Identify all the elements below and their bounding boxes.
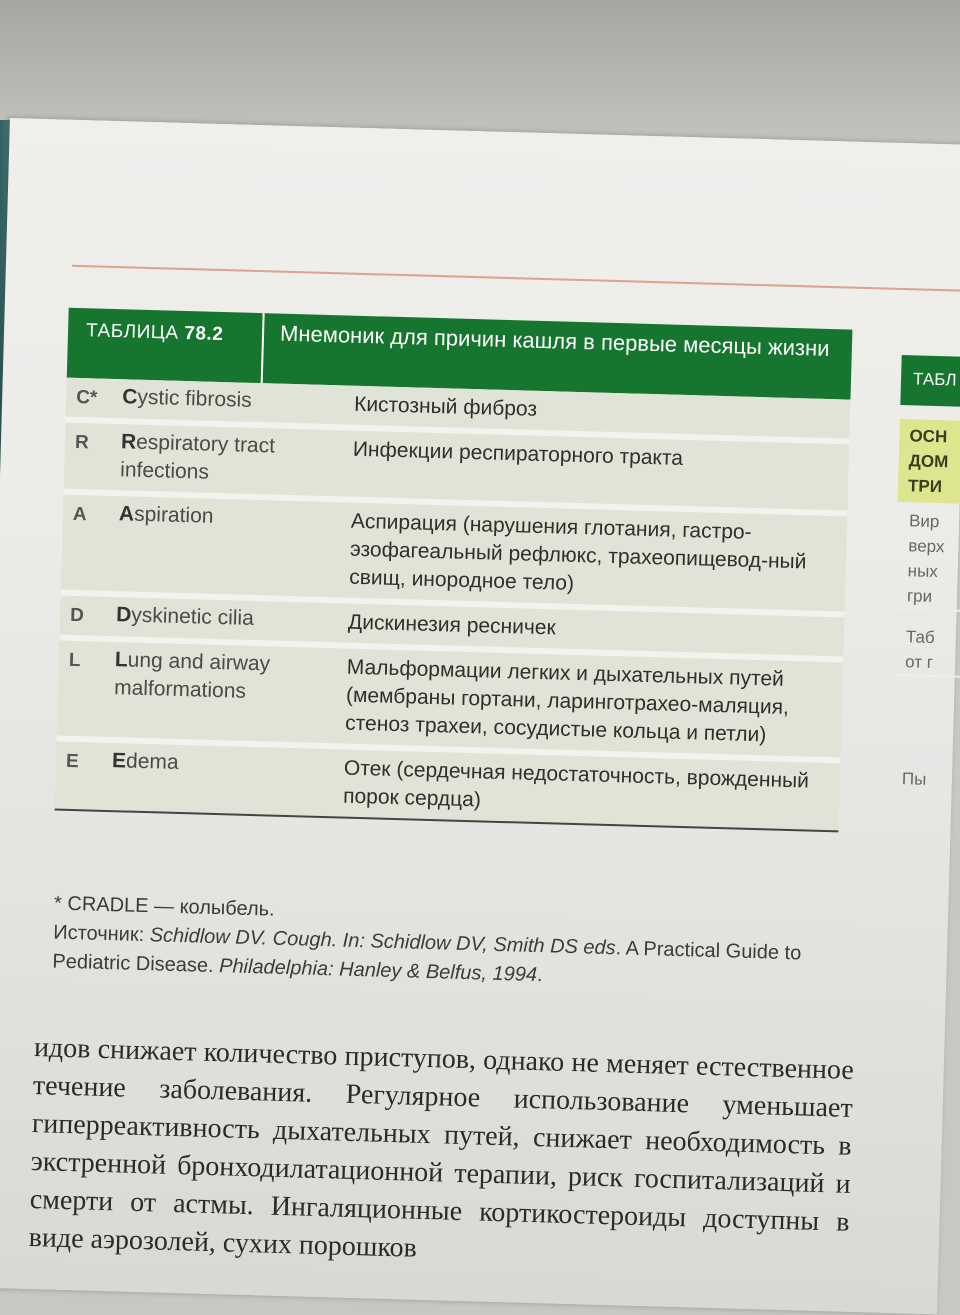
row-russian-term: Отек (сердечная недостаточность, врожденный порок сердца) xyxy=(342,756,810,812)
page-header-rule xyxy=(72,265,960,292)
side-table-partial xyxy=(890,355,960,793)
side-table-cell: Вир верх ных гри xyxy=(895,502,960,612)
book-page xyxy=(0,118,960,1314)
row-letter: R xyxy=(74,431,89,454)
row-english-term: Dyskinetic cilia xyxy=(115,603,255,630)
body-paragraph: идов снижает количество приступов, однако не меняет естественное течение заболевания. Регулярное использование уменьшает гиперреактивность дыхательных путей, снижает необходимость в экстренной бронходилатационной терапии, риск госпитализаций и смерти от астмы. Ингаляционные кортикостероиды доступны в виде аэрозолей, сухих порошков xyxy=(28,1032,855,1264)
row-english-term: Cystic fibrosis xyxy=(121,385,253,412)
mnemonic-table xyxy=(55,308,853,833)
row-russian-term: Инфекции респираторного тракта xyxy=(352,437,684,470)
row-russian-term: Аспирация (нарушения глотания, гастро-эзофагеальный рефлюкс, трахеопищевод-ный свищ, инородное тело) xyxy=(348,509,807,595)
table-label xyxy=(67,308,265,383)
row-letter: E xyxy=(65,750,80,773)
table-label-prefix: ТАБЛИЦА xyxy=(85,320,179,344)
table-number: 78.2 xyxy=(184,322,224,346)
row-letter: C* xyxy=(75,386,98,409)
side-table-subheader: ОСН ДОМ ТРИ xyxy=(898,419,960,504)
row-russian-term: Мальформации легких и дыхательных путей (мембраны гортани, ларинготрахео-маляция, стеноз трахеи, сосудистые кольца и петли) xyxy=(344,655,790,747)
row-russian-term: Дискинезия ресничек xyxy=(347,610,557,640)
row-russian-term: Кистозный фиброз xyxy=(353,392,538,421)
row-english-term: Lung and airway malformations xyxy=(113,648,271,703)
row-letter: D xyxy=(69,604,85,627)
side-table-header: ТАБЛ xyxy=(900,355,960,407)
row-english-term: Respiratory tract infections xyxy=(119,430,276,484)
footnote: * CRADLE — колыбель. xyxy=(53,892,275,921)
source-citation: Источник: Schidlow DV. Cough. In: Schidlow DV, Smith DS eds. A Practical Guide to Pediatric Disease. Philadelphia: Hanley & Belfus, 1994. xyxy=(52,921,802,987)
side-table-cell: Таб от г xyxy=(893,610,960,678)
table-title: Мнемоник для причин кашля в первые месяцы жизни xyxy=(279,320,830,361)
row-english-term: Aspiration xyxy=(118,502,214,528)
row-letter: A xyxy=(72,503,87,526)
side-table-cell: Пы xyxy=(901,769,927,789)
table-notes xyxy=(52,890,854,999)
row-letter: L xyxy=(68,649,81,672)
row-english-term: Edema xyxy=(111,749,179,774)
